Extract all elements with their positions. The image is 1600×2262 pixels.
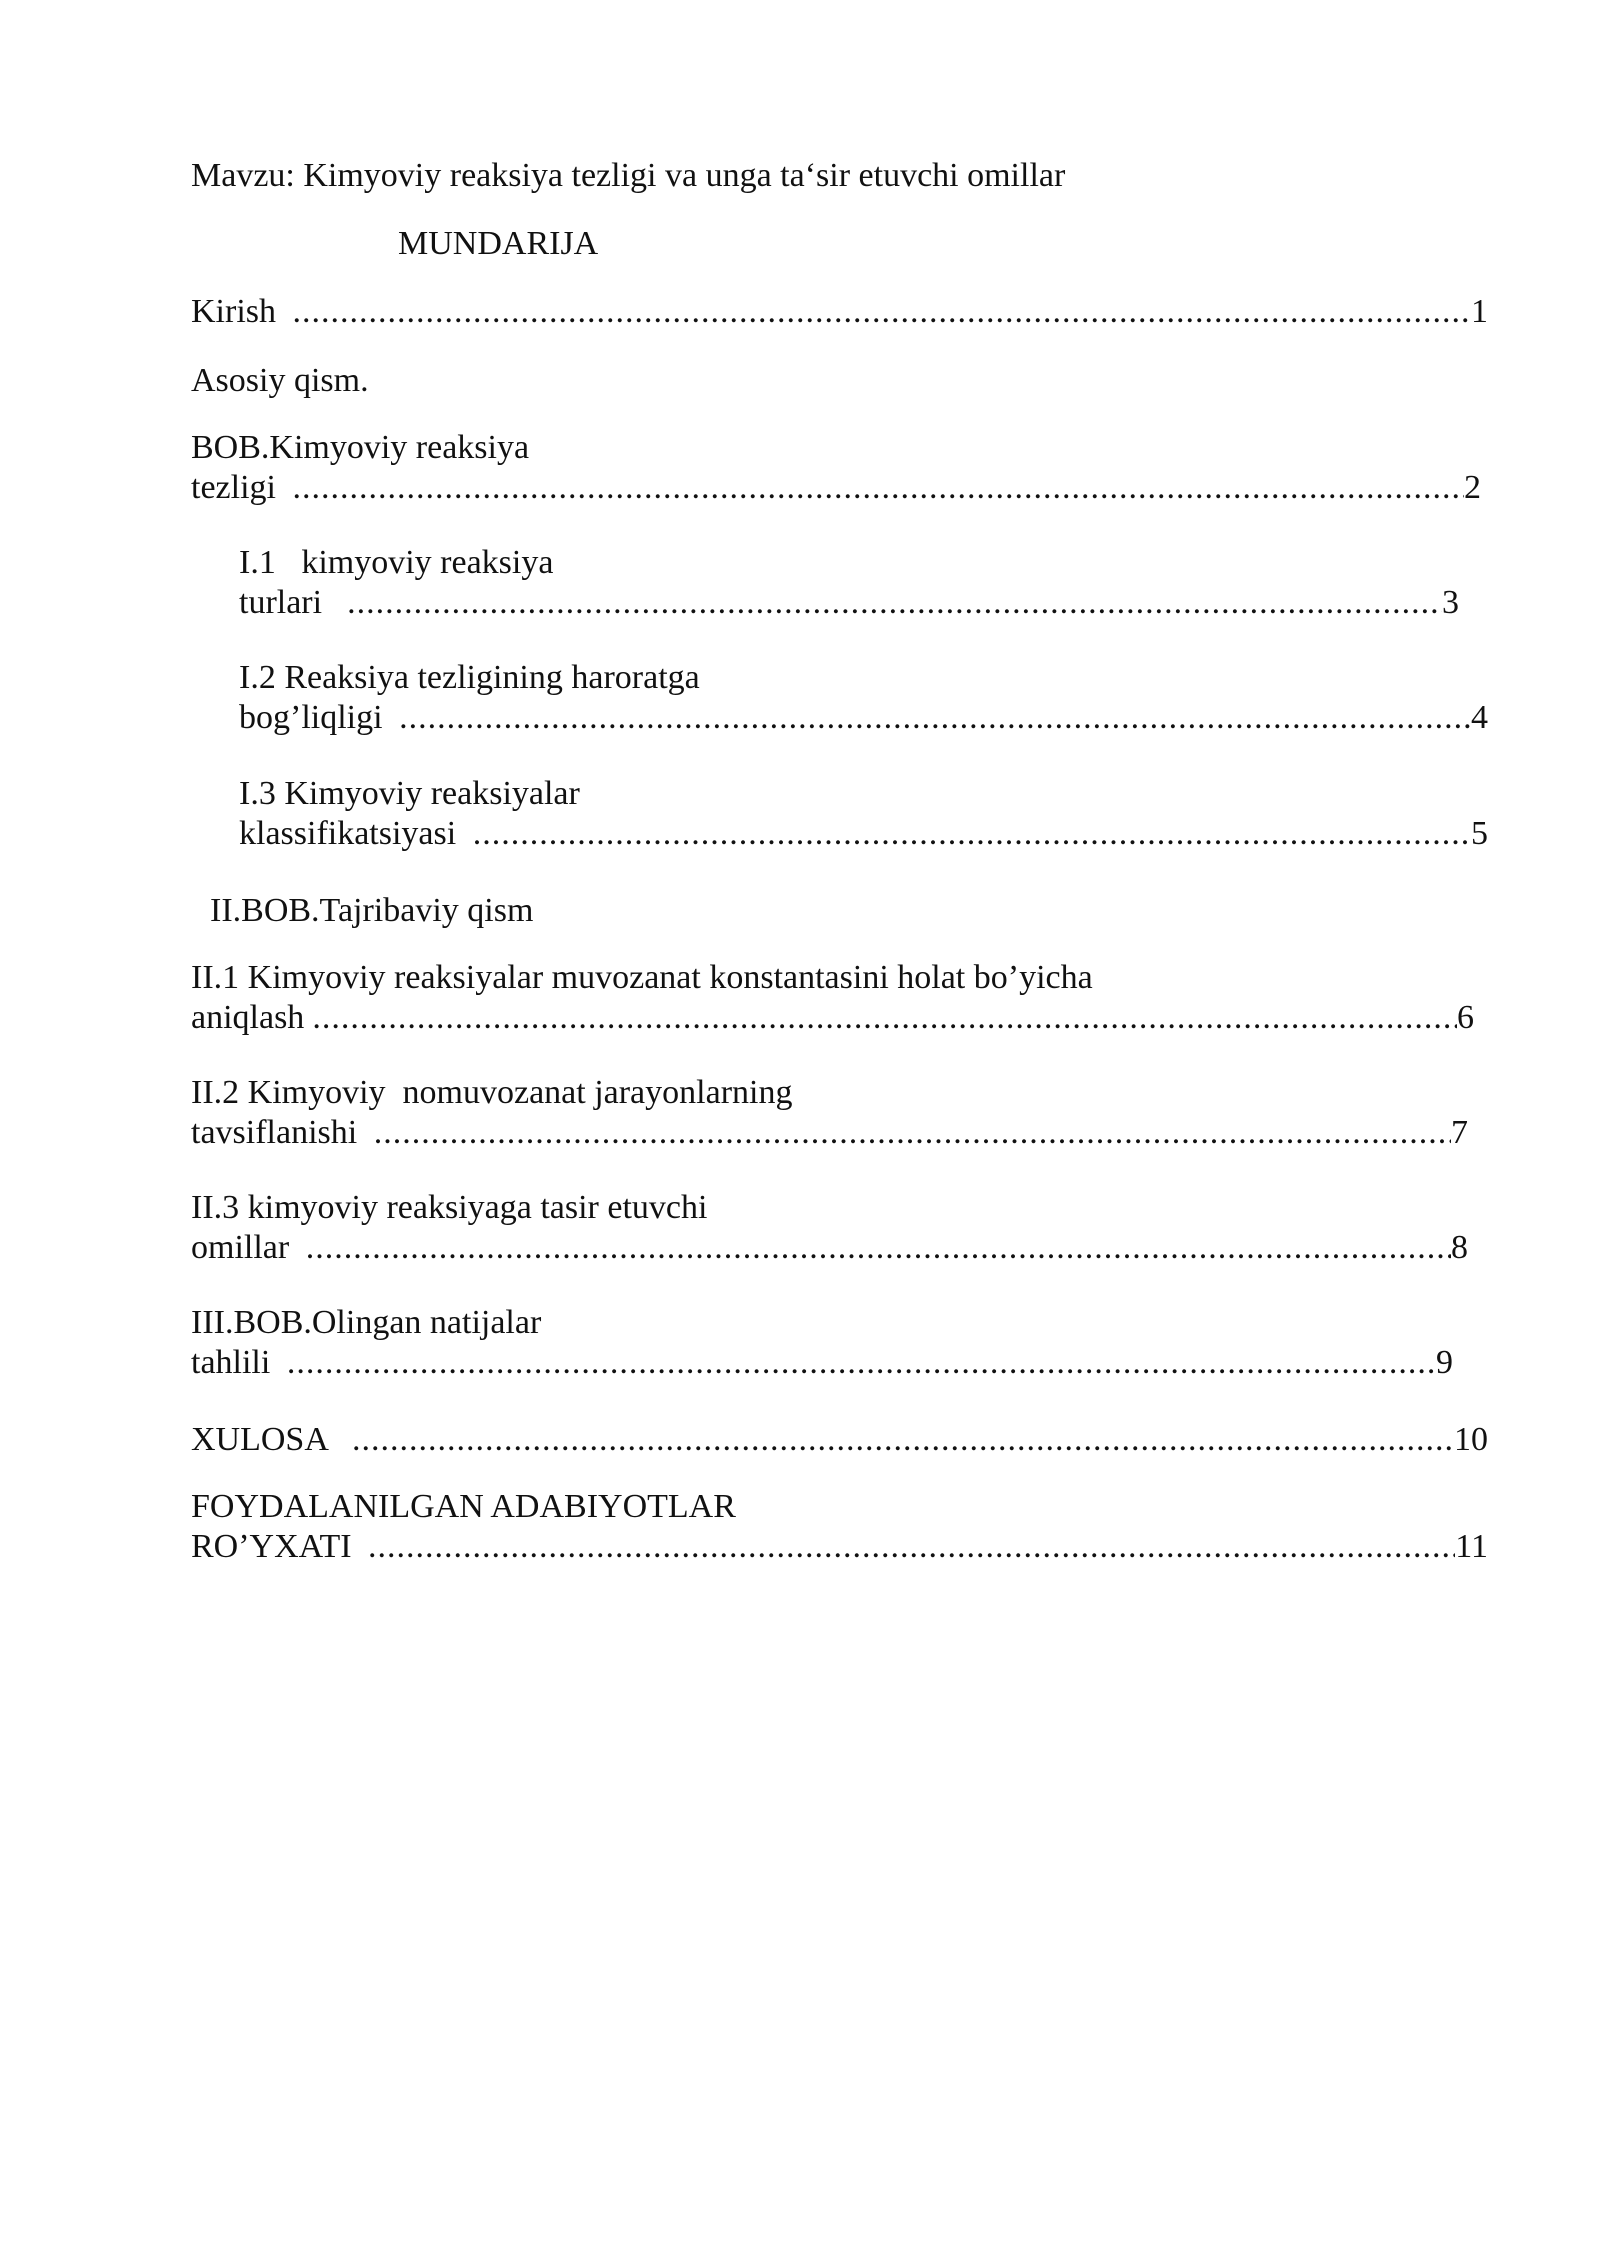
toc-label: omillar: [191, 1229, 298, 1266]
toc-entry-ii-2: [191, 1073, 1468, 1153]
dot-leader: [399, 698, 1471, 738]
toc-row: [191, 1527, 1488, 1567]
toc-entry-i-1: [239, 543, 1459, 623]
toc-title: I.2 Reaksiya tezligining haroratga: [239, 659, 700, 696]
toc-entry-i-2: [239, 658, 1488, 738]
dot-leader: [347, 583, 1442, 623]
dot-leader: [374, 1113, 1451, 1153]
toc-label: XULOSA: [191, 1421, 345, 1458]
toc-entry-xulosa: [191, 1420, 1488, 1460]
contents-heading: MUNDARIJA: [398, 225, 599, 262]
dot-leader: [473, 814, 1471, 854]
toc-label: tahlili: [191, 1344, 279, 1381]
toc-label: klassifikatsiyasi: [239, 815, 465, 852]
toc-entry-i-3: [239, 774, 1488, 854]
toc-page-number: 10: [1454, 1421, 1488, 1458]
toc-entry-kirish: [191, 292, 1488, 332]
toc-page-number: 7: [1451, 1114, 1468, 1151]
toc-label: RO’YXATI: [191, 1528, 361, 1565]
toc-title: III.BOB.Olingan natijalar: [191, 1304, 542, 1341]
dot-leader: [292, 468, 1464, 508]
toc-row: [191, 292, 1488, 332]
toc-label: tezligi: [191, 469, 285, 506]
toc-section-asosiy: Asosiy qism.: [191, 362, 369, 399]
toc-page-number: 4: [1471, 699, 1488, 736]
toc-row: [191, 1113, 1468, 1153]
toc-title: I.1 kimyoviy reaksiya: [239, 544, 554, 581]
dot-leader: [306, 1228, 1451, 1268]
toc-entry-iii-bob: [191, 1303, 1453, 1383]
toc-label: turlari: [239, 584, 340, 621]
toc-row: [191, 1343, 1453, 1383]
toc-title: II.2 Kimyoviy nomuvozanat jarayonlarning: [191, 1074, 793, 1111]
dot-leader: [368, 1527, 1455, 1567]
toc-row: [191, 998, 1474, 1038]
toc-page-number: 3: [1442, 584, 1459, 621]
toc-title: BOB.Kimyoviy reaksiya: [191, 429, 530, 466]
toc-page-number: 8: [1451, 1229, 1468, 1266]
toc-page-number: 2: [1464, 469, 1481, 506]
toc-row: [191, 1420, 1488, 1460]
toc-row: [191, 468, 1481, 508]
dot-leader: [287, 1343, 1436, 1383]
toc-row: [239, 814, 1488, 854]
toc-page-number: 6: [1457, 999, 1474, 1036]
toc-title: II.3 kimyoviy reaksiyaga tasir etuvchi: [191, 1189, 708, 1226]
dot-leader: [312, 998, 1457, 1038]
topic-line: Mavzu: Kimyoviy reaksiya tezligi va unga ta‘sir etuvchi omillar: [191, 157, 1066, 194]
dot-leader: [352, 1420, 1454, 1460]
toc-entry-ii-3: [191, 1188, 1468, 1268]
toc-page-number: 5: [1471, 815, 1488, 852]
toc-title: FOYDALANILGAN ADABIYOTLAR: [191, 1488, 736, 1525]
toc-page-number: 1: [1471, 293, 1488, 330]
toc-label: aniqlash: [191, 999, 305, 1036]
toc-row: [239, 583, 1459, 623]
toc-entry-bob-1: [191, 428, 1481, 508]
toc-row: [239, 698, 1488, 738]
toc-entry-ii-1: [191, 958, 1474, 1038]
toc-label: Kirish: [191, 293, 285, 330]
toc-entry-references: [191, 1487, 1488, 1567]
toc-page-number: 9: [1436, 1344, 1453, 1381]
toc-title: I.3 Kimyoviy reaksiyalar: [239, 775, 580, 812]
toc-section-ii-bob: II.BOB.Tajribaviy qism: [210, 892, 534, 929]
toc-page-number: 11: [1455, 1528, 1488, 1565]
toc-title: II.1 Kimyoviy reaksiyalar muvozanat konstantasini holat bo’yicha: [191, 959, 1093, 996]
toc-label: tavsiflanishi: [191, 1114, 366, 1151]
dot-leader: [293, 292, 1472, 332]
toc-row: [191, 1228, 1468, 1268]
toc-label: bog’liqligi: [239, 699, 392, 736]
